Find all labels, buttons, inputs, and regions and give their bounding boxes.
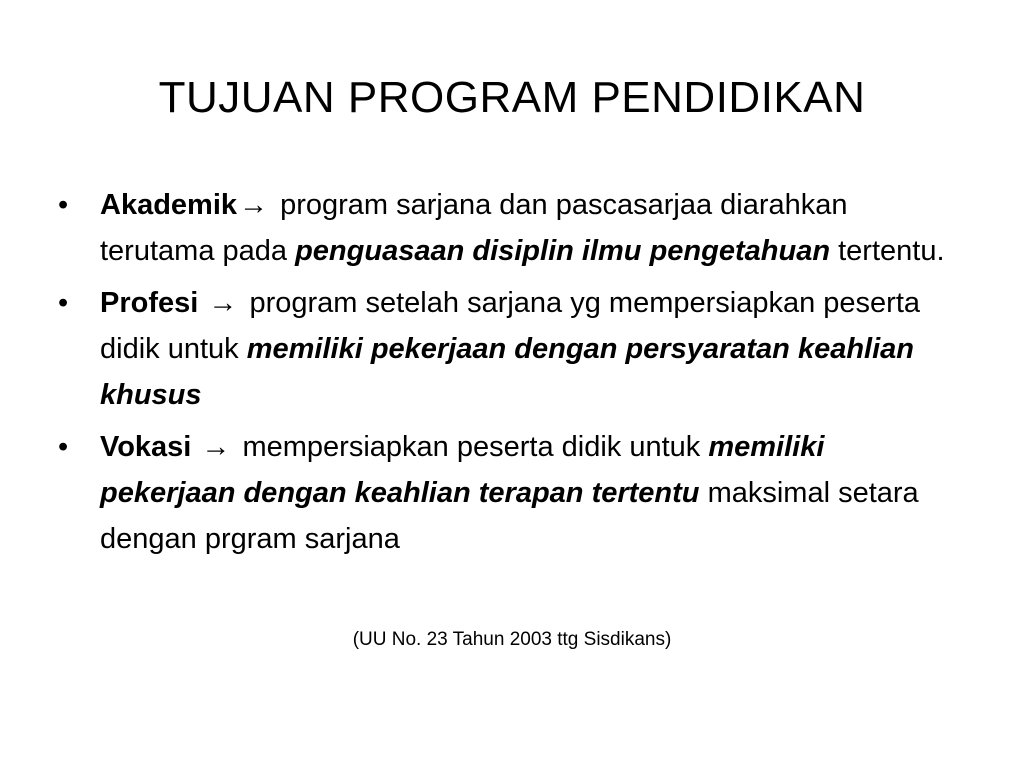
bullet-text-end: tertentu. [830, 235, 945, 267]
bullet-emphasis: penguasaan disiplin ilmu pengetahuan [295, 235, 831, 267]
bullet-text: program setelah sarjana yg mempersiapkan peserta didik untuk [100, 287, 921, 365]
bullet-akademik [58, 182, 958, 274]
bullet-vokasi [58, 424, 958, 562]
arrow-right-icon: → [201, 431, 231, 463]
bullet-term: Vokasi [100, 431, 192, 463]
bullet-term: Profesi [100, 287, 199, 319]
bullet-list [58, 182, 958, 568]
bullet-term: Akademik [100, 189, 238, 221]
bullet-text-end: maksimal setara dengan prgram sarjana [100, 477, 919, 555]
arrow-right-icon: → [208, 287, 238, 319]
bullet-text: mempersiapkan peserta didik untuk [242, 431, 709, 463]
bullet-emphasis: memiliki pekerjaan dengan keahlian terapan tertentu [100, 431, 825, 509]
source-citation: (UU No. 23 Tahun 2003 ttg Sisdikans) [352, 629, 672, 650]
bullet-emphasis: memiliki pekerjaan dengan persyaratan keahlian khusus [100, 333, 915, 411]
bullet-text: program sarjana dan pascasarjaa diarahkan terutama pada [100, 189, 848, 267]
slide-title: TUJUAN PROGRAM PENDIDIKAN [158, 73, 866, 122]
bullet-dot-icon: • [58, 287, 69, 319]
bullet-profesi [58, 280, 958, 418]
arrow-right-icon: → [239, 189, 269, 221]
bullet-dot-icon: • [58, 189, 69, 221]
bullet-dot-icon: • [58, 431, 69, 463]
